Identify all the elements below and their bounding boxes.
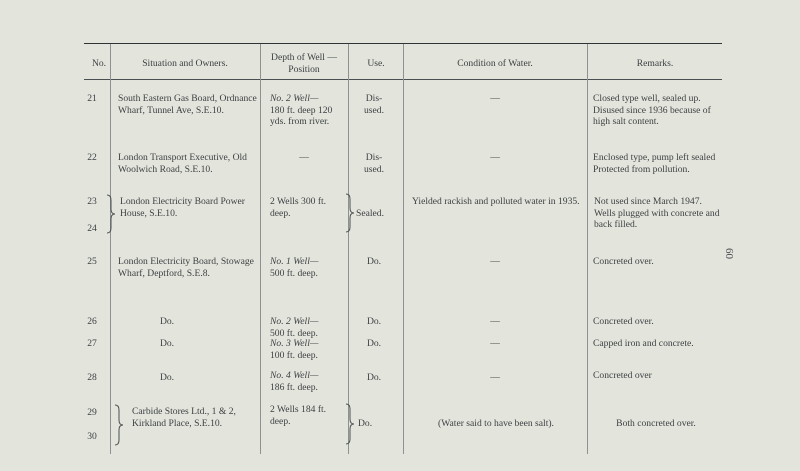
row-26-condition: — xyxy=(490,316,500,327)
row-22-remarks: Enclosed type, pump left sealed Protected from pollution. xyxy=(593,152,716,175)
row-25-depth-title: No. 1 Well— xyxy=(270,256,319,267)
row-25-remarks: Concreted over. xyxy=(593,256,654,267)
row-22-situation: London Transport Executive, Old Woolwich Road, S.E.10. xyxy=(118,152,247,175)
row-27-depth: 100 ft. deep. xyxy=(270,349,318,361)
row-26-situation: Do. xyxy=(159,316,175,327)
page-number: 60 xyxy=(723,248,735,259)
header-use: Use. xyxy=(367,58,385,69)
row-25-situation: London Electricity Board, Stowage Wharf, Deptford, S.E.8. xyxy=(118,256,254,279)
column-divider xyxy=(260,44,261,454)
row-25-depth: 500 ft. deep. xyxy=(270,267,318,279)
row-21-use: Dis- used. xyxy=(364,93,384,116)
row-28-no: 28 xyxy=(87,372,97,383)
row-29-situation: Carbide Stores Ltd., 1 & 2, Kirkland Place, S.E.10. xyxy=(132,406,236,429)
row-29-no: 29 xyxy=(87,407,97,418)
column-divider xyxy=(110,44,111,454)
row-21-depth-title: No. 2 Well— xyxy=(270,93,319,104)
row-28-situation: Do. xyxy=(159,372,175,383)
row-28-remarks: Concreted over xyxy=(593,370,652,381)
left-brace xyxy=(113,404,125,446)
row-21-situation: South Eastern Gas Board, Ordnance Wharf, Tunnel Ave, S.E.10. xyxy=(118,93,257,116)
row-28-depth-title: No. 4 Well— xyxy=(270,370,319,381)
header-depth: Depth of Well —Position xyxy=(271,52,337,75)
row-30-no: 30 xyxy=(87,431,97,442)
row-21-remarks: Closed type well, sealed up. Disused since 1936 because of high salt content. xyxy=(593,93,711,128)
column-divider xyxy=(348,44,349,454)
header-remarks: Remarks. xyxy=(636,58,674,69)
header-situation: Situation and Owners. xyxy=(142,58,228,69)
row-28-condition: — xyxy=(490,372,500,383)
row-21-depth: 180 ft. deep 120 yds. from river. xyxy=(270,104,333,128)
row-26-depth-title: No. 2 Well— xyxy=(270,316,319,327)
row-22-depth: — xyxy=(299,152,309,163)
row-26-no: 26 xyxy=(87,316,97,327)
row-26-use: Do. xyxy=(366,316,382,327)
row-25-condition: — xyxy=(490,256,500,267)
row-26-depth: 500 ft. deep. xyxy=(270,327,318,339)
row-28-depth: 186 ft. deep. xyxy=(270,381,318,393)
row-29-depth: 2 Wells 184 ft. deep. xyxy=(270,404,327,427)
row-23-depth: 2 Wells 300 ft. deep. xyxy=(270,196,327,219)
header-no: No. xyxy=(91,58,107,69)
row-27-situation: Do. xyxy=(159,338,175,349)
row-23-situation: London Electricity Board Power House, S.E.10. xyxy=(120,196,245,219)
row-23-no: 23 xyxy=(87,196,97,207)
row-22-use: Dis- used. xyxy=(364,152,384,175)
row-29-condition: (Water said to have been salt). xyxy=(438,418,554,429)
row-21-no: 21 xyxy=(87,93,97,104)
row-27-use: Do. xyxy=(366,338,382,349)
column-divider xyxy=(587,44,588,454)
row-26-remarks: Concreted over. xyxy=(593,316,654,327)
row-24-no: 24 xyxy=(87,223,97,234)
column-divider xyxy=(403,44,404,454)
row-25-use: Do. xyxy=(366,256,382,267)
right-brace xyxy=(344,193,356,233)
row-27-depth-title: No. 3 Well— xyxy=(270,338,319,349)
header-condition: Condition of Water. xyxy=(457,58,533,69)
row-22-condition: — xyxy=(490,152,500,163)
row-23-condition: Yielded rackish and polluted water in 1935. xyxy=(412,196,580,207)
row-27-condition: — xyxy=(490,338,500,349)
row-23-remarks: Not used since March 1947. Wells plugged with concrete and back filled. xyxy=(594,196,720,231)
row-25-no: 25 xyxy=(87,256,97,267)
row-27-remarks: Capped iron and concrete. xyxy=(593,338,694,349)
row-29-remarks: Both concreted over. xyxy=(616,418,696,429)
row-23-use: Sealed. xyxy=(356,208,384,219)
row-29-use: Do. xyxy=(358,418,373,429)
left-brace xyxy=(105,194,117,234)
row-27-no: 27 xyxy=(87,338,97,349)
row-22-no: 22 xyxy=(87,152,97,163)
right-brace xyxy=(344,403,356,445)
row-28-use: Do. xyxy=(366,372,382,383)
row-21-condition: — xyxy=(490,93,500,104)
